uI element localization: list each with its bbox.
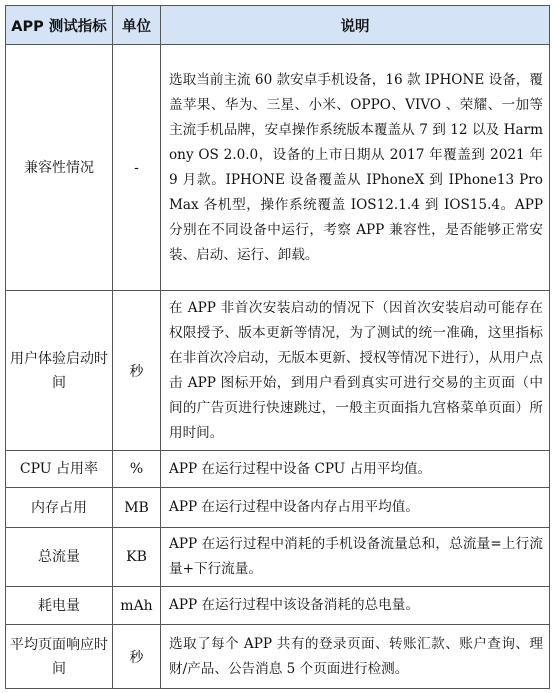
unit-cell: 秒 [113, 291, 161, 451]
metrics-table-container [5, 5, 549, 689]
description-cell: APP 在运行过程中该设备消耗的总电量。 [161, 587, 550, 625]
header-metric: APP 测试指标 [6, 6, 113, 45]
table-row [6, 625, 550, 689]
description-cell: 选取了每个 APP 共有的登录页面、转账汇款、账户查询、理财/产品、公告消息 5 个页面进行检测。 [161, 625, 550, 689]
description-cell: APP 在运行过程中消耗的手机设备流量总和，总流量=上行流量+下行流量。 [161, 528, 550, 587]
unit-cell: KB [113, 528, 161, 587]
description-cell: APP 在运行过程中设备内存占用平均值。 [161, 488, 550, 528]
description-cell: APP 在运行过程中设备 CPU 占用平均值。 [161, 451, 550, 488]
metric-cell: 兼容性情况 [6, 45, 113, 291]
metrics-table [5, 5, 550, 689]
metric-cell: 平均页面响应时间 [6, 625, 113, 689]
metric-cell: 用户体验启动时间 [6, 291, 113, 451]
unit-cell: % [113, 451, 161, 488]
unit-cell: MB [113, 488, 161, 528]
metric-cell: 内存占用 [6, 488, 113, 528]
unit-cell: 秒 [113, 625, 161, 689]
unit-cell: - [113, 45, 161, 291]
table-header-row [6, 6, 550, 45]
header-description: 说明 [161, 6, 550, 45]
table-row [6, 291, 550, 451]
table-row [6, 45, 550, 291]
header-unit: 单位 [113, 6, 161, 45]
metric-cell: CPU 占用率 [6, 451, 113, 488]
description-cell: 在 APP 非首次安装启动的情况下（因首次安装启动可能存在权限授予、版本更新等情况，为了测试的统一准确，这里指标在非首次冷启动，无版本更新、授权等情况下进行），从用户点击 APP 图标开始，到用户看到真实可进行交易的主页面（中间的广告页进行快速跳过，一般主页面指九宫格菜单页面）所用时间。 [161, 291, 550, 451]
table-row [6, 528, 550, 587]
table-row [6, 587, 550, 625]
metric-cell: 总流量 [6, 528, 113, 587]
table-row [6, 488, 550, 528]
unit-cell: mAh [113, 587, 161, 625]
description-cell: 选取当前主流 60 款安卓手机设备，16 款 IPHONE 设备，覆盖苹果、华为、三星、小米、OPPO、VIVO 、荣耀、一加等主流手机品牌，安卓操作系统版本覆盖从 7 到 12 以及 Harmony OS 2.0.0，设备的上市日期从 2017 年覆盖到 2021 年 9 月款。IPHONE 设备覆盖从 IPhoneX 到 IPhone13 ProMax 各机型，操作系统覆盖 IOS12.1.4 到 IOS15.4。APP 分别在不同设备中运行，考察 APP 兼容性，是否能够正常安装、启动、运行、卸载。 [161, 45, 550, 291]
metric-cell: 耗电量 [6, 587, 113, 625]
table-row [6, 451, 550, 488]
